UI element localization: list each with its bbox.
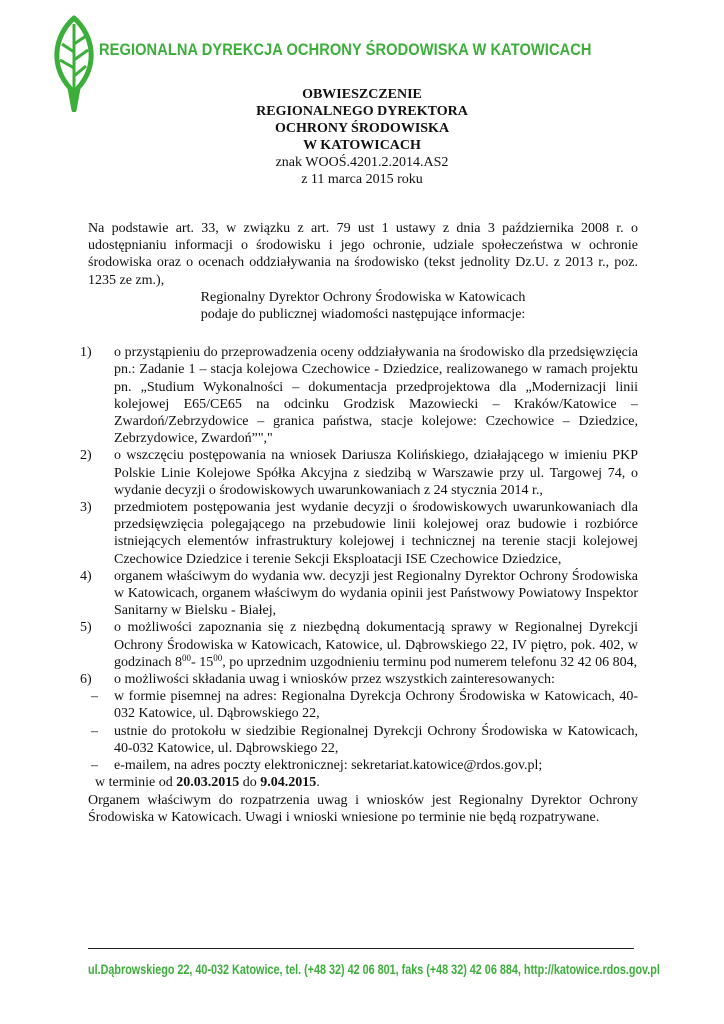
title-line-4: W KATOWICACH: [303, 138, 421, 153]
document-body: [80, 220, 638, 826]
dash-bullet: –: [91, 689, 98, 705]
sub-list-item: [88, 723, 638, 757]
reference-sign: znak WOOŚ.4201.2.2014.AS2: [275, 155, 449, 170]
closing-paragraph: Organem właściwym do rozpatrzenia uwag i wniosków jest Regionalny Dyrektor Ochrony Środowiska w Katowicach. Uwagi i wnioski wniesione po terminie nie będą rozpatrywane.: [88, 792, 638, 825]
document-date: z 11 marca 2015 roku: [301, 172, 423, 187]
organization-name: REGIONALNA DYREKCJA OCHRONY ŚRODOWISKA W KATOWICACH: [99, 40, 592, 59]
list-item: [80, 619, 638, 671]
list-item-number: 3): [80, 500, 92, 516]
list-item-number: 4): [80, 568, 92, 584]
list-item-text: o wszczęciu postępowania na wniosek Dariusza Kolińskiego, działającego w imieniu PKP Polskie Linie Kolejowe Spółka Akcyjna z siedzibą w Warszawie przy ul. Targowej 74, o wydanie decyzji o środowiskowych uwarunkowaniach z 24 stycznia 2014 r.,: [114, 448, 638, 498]
list-item-number: 6): [80, 672, 92, 688]
sub-list-item: [88, 688, 638, 722]
footer-contact: ul.Dąbrowskiego 22, 40-032 Katowice, tel. (+48 32) 42 06 801, faks (+48 32) 42 06 884, http://katowice.rdos.gov.pl: [88, 962, 660, 977]
list-item-number: 5): [80, 620, 92, 636]
list-item-text: o przystąpieniu do przeprowadzenia oceny oddziaływania na środowisko dla przedsięwzięcia pn.: Zadanie 1 – stacja kolejowa Czechowice - Dziedzice, realizowanego w ramach projektu pn. „Studium Wykonalności – dokumentacja przedprojektowa dla „Modernizacji linii kolejowej E65/CE65 na odcinku Grodzisk Mazowiecki – Kraków/Katowice – Zwardoń/Zebrzydowice – granica państwa, stacje kolejowe: Czechowice – Dziedzice, Zebrzydowice, Zwardoń”",": [114, 345, 638, 447]
hour-superscript: 00: [182, 652, 192, 663]
deadline-date-to: 9.04.2015: [260, 775, 317, 791]
list-item: [80, 568, 638, 620]
intro-paragraph: Na podstawie art. 33, w związku z art. 79 ust 1 ustawy z dnia 3 października 2008 r. o udostępnianiu informacji o środowisku i jego ochronie, udziale społeczeństwa w ochronie środowiska oraz o ocenach oddziaływania na środowisko (tekst jednolity Dz.U. z 2013 r., poz. 1235 ze zm.),: [88, 221, 638, 288]
list-item-text: - 15: [191, 654, 214, 670]
sub-list-item-text: e-mailem, na adres poczty elektronicznej: sekretariat.katowice@rdos.gov.pl;: [114, 758, 543, 774]
list-item-text: przedmiotem postępowania jest wydanie decyzji o środowiskowych uwarunkowaniach dla przedsięwzięcia polegającego na przebudowie linii kolejowej oraz budowie i rozbiórce istniejących elementów infrastruktury kolejowej i technicznej na terenie stacji kolejowej Czechowice Dziedzice i terenie Sekcji Eksploatacji ISE Czechowice Dziedzice,: [114, 500, 638, 567]
list-item: [80, 344, 638, 447]
title-line-1: OBWIESZCZENIE: [302, 87, 422, 102]
deadline-line: [88, 774, 638, 791]
deadline-suffix: .: [316, 775, 320, 791]
list-item-number: 1): [80, 345, 92, 361]
deadline-prefix: w terminie od: [95, 775, 177, 791]
announcer-line-1: Regionalny Dyrektor Ochrony Środowiska w Katowicach: [200, 289, 526, 305]
dash-bullet: –: [91, 758, 98, 774]
list-item-number: 2): [80, 448, 92, 464]
hour-superscript: 00: [213, 652, 223, 663]
list-item: [80, 447, 638, 499]
list-item: [80, 499, 638, 568]
deadline-mid: do: [239, 775, 261, 791]
list-item-text: o możliwości zapoznania się z niezbędną dokumentacją sprawy w Regionalnej Dyrekcji Ochrony Środowiska w Katowicach, Katowice, ul. Dąbrowskiego 22, IV piętro, pok. 402, w godzinach 8: [114, 620, 638, 670]
footer-divider: [88, 948, 634, 949]
list-item-text: o możliwości składania uwag i wniosków przez wszystkich zainteresowanych:: [114, 672, 555, 688]
list-item-text: , po uprzednim uzgodnieniu terminu pod numerem telefonu 32 42 06 804,: [222, 654, 638, 670]
deadline-date-from: 20.03.2015: [176, 775, 240, 791]
sub-list-item-text: ustnie do protokołu w siedzibie Regionalnej Dyrekcji Ochrony Środowiska w Katowicach, 40-032 Katowice, ul. Dąbrowskiego 22,: [114, 723, 638, 756]
sub-list-item: [88, 757, 638, 774]
list-item: [80, 671, 638, 688]
dash-bullet: –: [91, 723, 98, 739]
title-line-3: OCHRONY ŚRODOWISKA: [274, 121, 450, 136]
document-title: [0, 86, 724, 188]
announcer-line-2: podaje do publicznej wiadomości następujące informacje:: [200, 307, 526, 323]
list-item-text: organem właściwym do wydania ww. decyzji jest Regionalny Dyrektor Ochrony Środowiska w Katowicach, organem właściwym do wydania opinii jest Państwowy Powiatowy Inspektor Sanitarny w Bielsku - Białej,: [114, 568, 638, 619]
title-line-2: REGIONALNEGO DYREKTORA: [256, 104, 468, 119]
sub-list-item-text: w formie pisemnej na adres: Regionalna Dyrekcja Ochrony Środowiska w Katowicach, 40-032 Katowice, ul. Dąbrowskiego 22,: [114, 689, 638, 722]
